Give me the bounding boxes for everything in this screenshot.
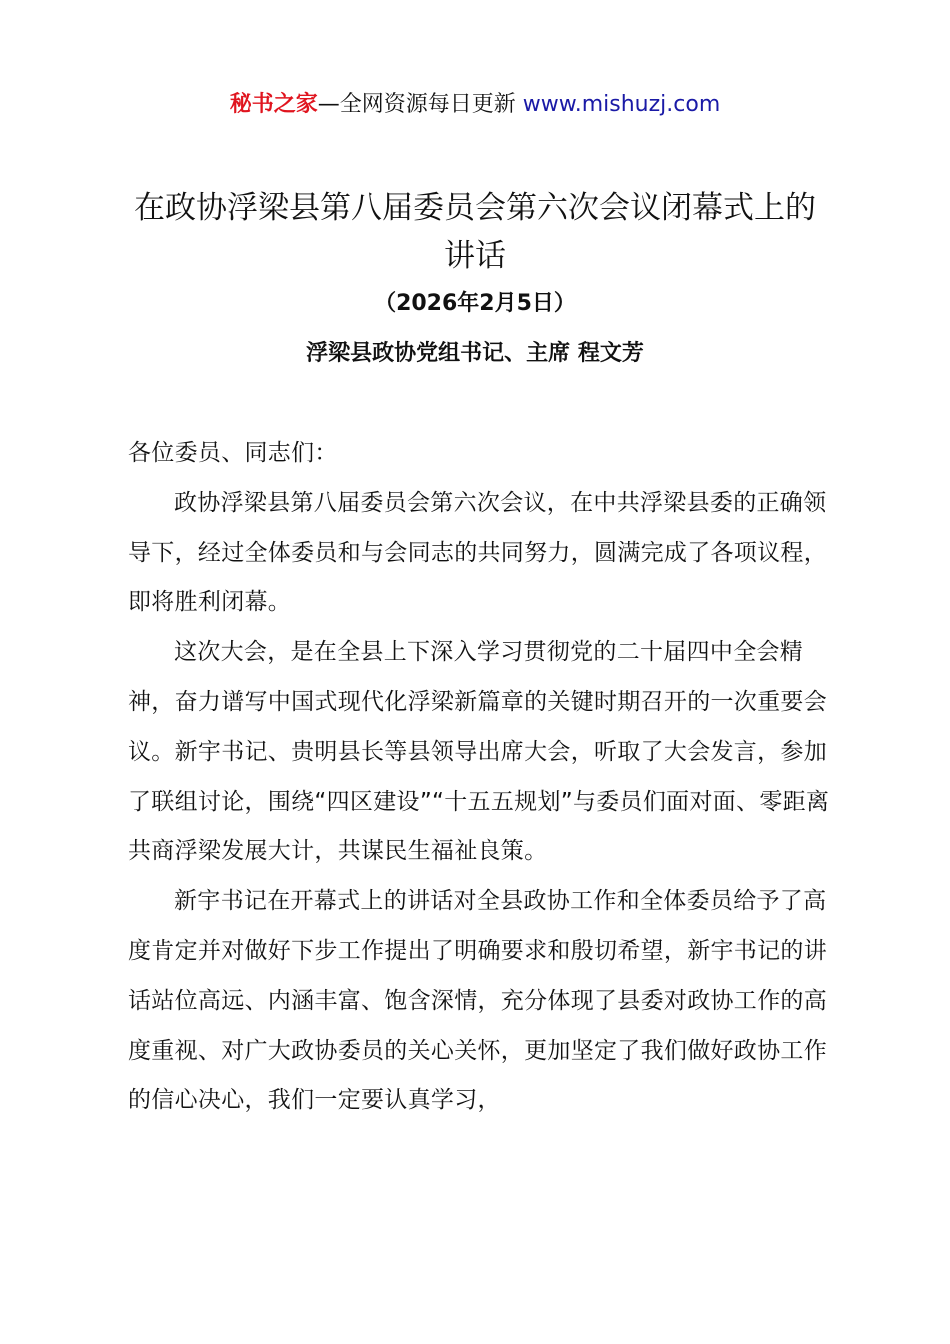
body-paragraph-2: 这次大会，是在全县上下深入学习贯彻党的二十届四中全会精神，奋力谱写中国式现代化浮梁新篇章的关键时期召开的一次重要会议。新宇书记、贵明县长等县领导出席大会，听取了大会发言，参加了联组讨论，围绕“四区建设”“十五五规划”与委员们面对面、零距离共商浮梁发展大计，共谋民生福祉良策。 (128, 639, 830, 865)
document-author: 浮梁县政协党组书记、主席 程文芳 (306, 341, 644, 366)
document-date: （2026年2月5日） (374, 291, 576, 316)
site-slogan: —全网资源每日更新 (317, 92, 523, 117)
document-body (128, 429, 834, 1126)
site-brand: 秘书之家 (229, 92, 318, 117)
document-title: 在政协浮梁县第八届委员会第六次会议闭幕式上的讲话 (134, 190, 816, 274)
salutation: 各位委员、同志们： (128, 440, 338, 466)
body-paragraph-1: 政协浮梁县第八届委员会第六次会议，在中共浮梁县委的正确领导下，经过全体委员和与会同志的共同努力，圆满完成了各项议程，即将胜利闭幕。 (128, 489, 827, 616)
body-paragraph-3: 新宇书记在开幕式上的讲话对全县政协工作和全体委员给予了高度肯定并对做好下步工作提出了明确要求和殷切希望，新宇书记的讲话站位高远、内涵丰富、饱含深情，充分体现了县委对政协工作的高度重视、对广大政协委员的关心关怀，更加坚定了我们做好政协工作的信心决心，我们一定要认真学习， (128, 888, 827, 1114)
site-header-banner (0, 88, 950, 122)
site-url-link[interactable]: www.mishuzj.com (522, 92, 721, 117)
